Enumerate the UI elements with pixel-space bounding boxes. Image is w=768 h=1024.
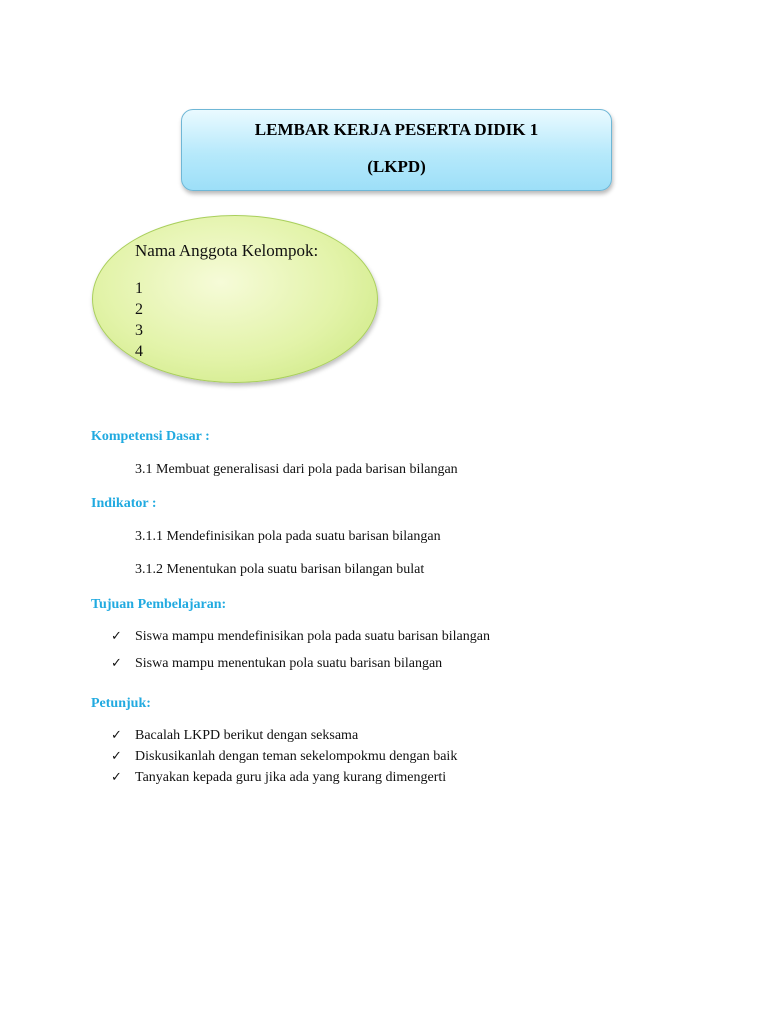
group-members-list xyxy=(135,278,143,362)
petunjuk-item xyxy=(111,727,358,745)
checkmark-icon: ✓ xyxy=(111,629,122,644)
indikator-item: 3.1.1 Mendefinisikan pola pada suatu barisan bilangan xyxy=(135,529,441,544)
petunjuk-item xyxy=(111,769,446,787)
petunjuk-heading: Petunjuk: xyxy=(91,696,151,711)
member-number: 4 xyxy=(135,343,143,360)
tujuan-item-text: Siswa mampu menentukan pola suatu barisan bilangan xyxy=(135,656,443,671)
group-members-label: Nama Anggota Kelompok: xyxy=(135,241,319,260)
indikator-item: 3.1.2 Menentukan pola suatu barisan bilangan bulat xyxy=(135,562,425,577)
member-number: 3 xyxy=(135,322,143,339)
document-subtitle: (LKPD) xyxy=(367,157,426,176)
kompetensi-heading: Kompetensi Dasar : xyxy=(91,429,210,444)
indikator-heading: Indikator : xyxy=(91,496,157,511)
member-number: 2 xyxy=(135,301,143,318)
checkmark-icon: ✓ xyxy=(111,656,122,671)
tujuan-item-text: Siswa mampu mendefinisikan pola pada suatu barisan bilangan xyxy=(135,629,490,644)
tujuan-item xyxy=(111,628,490,646)
petunjuk-item-text: Bacalah LKPD berikut dengan seksama xyxy=(135,728,359,743)
checkmark-icon: ✓ xyxy=(111,770,122,785)
petunjuk-item-text: Tanyakan kepada guru jika ada yang kurang dimengerti xyxy=(135,770,447,785)
document-title: LEMBAR KERJA PESERTA DIDIK 1 xyxy=(254,120,539,139)
member-number: 1 xyxy=(135,280,143,297)
petunjuk-item-text: Diskusikanlah dengan teman sekelompokmu dengan baik xyxy=(135,749,458,764)
checkmark-icon: ✓ xyxy=(111,749,122,764)
petunjuk-item xyxy=(111,748,457,766)
tujuan-item xyxy=(111,655,442,673)
tujuan-heading: Tujuan Pembelajaran: xyxy=(91,597,227,612)
title-box xyxy=(181,109,612,191)
checkmark-icon: ✓ xyxy=(111,728,122,743)
kompetensi-item: 3.1 Membuat generalisasi dari pola pada barisan bilangan xyxy=(135,462,458,477)
